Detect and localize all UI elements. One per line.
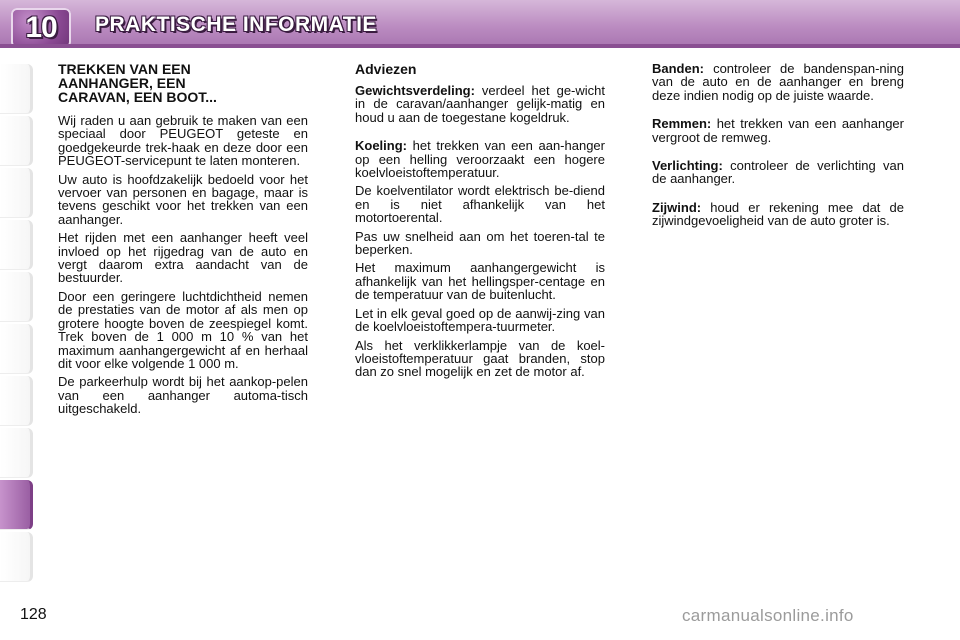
- paragraph-sidewind: [652, 201, 904, 228]
- chapter-tab-1[interactable]: [0, 64, 33, 114]
- lead-label: Zijwind:: [652, 199, 702, 215]
- column-checks: [652, 62, 904, 233]
- chapter-tabs: [0, 64, 34, 584]
- chapter-tab-11[interactable]: [0, 532, 33, 582]
- lead-text: controleer de bandenspan-ning van de auto en de aanhanger en breng deze indien nodig op de juiste waarde.: [652, 61, 904, 103]
- chapter-tab-3[interactable]: [0, 168, 33, 218]
- chapter-number: 10: [25, 11, 57, 44]
- paragraph-cooling: [355, 139, 605, 179]
- paragraph-weight-distribution: [355, 84, 605, 124]
- watermark: carmanualsonline.info: [682, 606, 854, 625]
- paragraph: Let in elk geval goed op de aanwij-zing van de koelvloeistoftempera-tuurmeter.: [355, 305, 605, 335]
- lead-label: Koeling:: [355, 138, 407, 154]
- paragraph: De parkeerhulp wordt bij het aankop-pelen van een aanhanger automa-tisch uitgeschakeld.: [58, 374, 308, 417]
- page-title: PRAKTISCHE INFORMATIE: [95, 13, 377, 36]
- chapter-tab-5[interactable]: [0, 272, 33, 322]
- page-number: 128: [20, 606, 47, 623]
- chapter-tab-8[interactable]: [0, 428, 33, 478]
- column-advice: [355, 62, 605, 384]
- paragraph-lights: [652, 159, 904, 186]
- chapter-badge: [11, 8, 71, 48]
- paragraph: Pas uw snelheid aan om het toeren-tal te beperken.: [355, 228, 605, 258]
- paragraph: Het rijden met een aanhanger heeft veel invloed op het rijgedrag van de auto en vergt daarom extra aandacht van de bestuurder.: [58, 230, 308, 286]
- paragraph: Als het verklikkerlampje van de koel-vloeistoftemperatuur gaat branden, stop dan zo snel mogelijk en zet de motor af.: [355, 337, 605, 380]
- paragraph-brakes: [652, 117, 904, 144]
- chapter-tab-10-active[interactable]: [0, 480, 33, 530]
- lead-label: Gewichtsverdeling:: [355, 83, 475, 98]
- paragraph-tyres: [652, 62, 904, 102]
- lead-text: houd er rekening mee dat de zijwindgevoeligheid van de auto groter is.: [652, 199, 904, 229]
- lead-text: verdeel het ge-wicht in de caravan/aanhanger gelijk-matig en houd u aan de toegestane kogeldruk.: [355, 83, 605, 125]
- paragraph: Uw auto is hoofdzakelijk bedoeld voor het vervoer van personen en bagage, maar is tevens geschikt voor het trekken van een aanhanger.: [58, 171, 308, 227]
- lead-text: het trekken van een aanhanger vergroot de remweg.: [652, 116, 904, 145]
- section-title-towing: TREKKEN VAN EEN AANHANGER, EEN CARAVAN, EEN BOOT...: [58, 61, 217, 105]
- chapter-tab-6[interactable]: [0, 324, 33, 374]
- lead-text: controleer de verlichting van de aanhanger.: [652, 158, 904, 187]
- column-towing-intro: [58, 62, 308, 421]
- header-bar: [0, 0, 960, 48]
- paragraph: Door een geringere luchtdichtheid nemen de prestaties van de motor af als men op grotere hoogte boven de zeespiegel komt. Trek boven de 1 000 m 10 % van het maximum aanhangergewicht af en herhaal dit voor elke volgende 1 000 m.: [58, 288, 308, 371]
- chapter-tab-4[interactable]: [0, 220, 33, 270]
- chapter-tab-7[interactable]: [0, 376, 33, 426]
- lead-text: het trekken van een aan-hanger op een helling veroorzaakt een hogere koelvloeistoftemperatuur.: [355, 138, 605, 181]
- section-title-advice: Adviezen: [355, 61, 417, 77]
- lead-label: Verlichting:: [652, 158, 723, 174]
- lead-label: Banden:: [652, 61, 704, 76]
- paragraph: Het maximum aanhangergewicht is afhankelijk van het hellingsper-centage en de temperatuur van de buitenlucht.: [355, 260, 605, 303]
- chapter-tab-2[interactable]: [0, 116, 33, 166]
- lead-label: Remmen:: [652, 116, 712, 132]
- paragraph: Wij raden u aan gebruik te maken van een speciaal door PEUGEOT geteste en goedgekeurde trek-haak en deze door een PEUGEOT-servicepunt te laten monteren.: [58, 113, 308, 169]
- paragraph: De koelventilator wordt elektrisch be-diend en is niet afhankelijk van het motortoerental.: [355, 183, 605, 226]
